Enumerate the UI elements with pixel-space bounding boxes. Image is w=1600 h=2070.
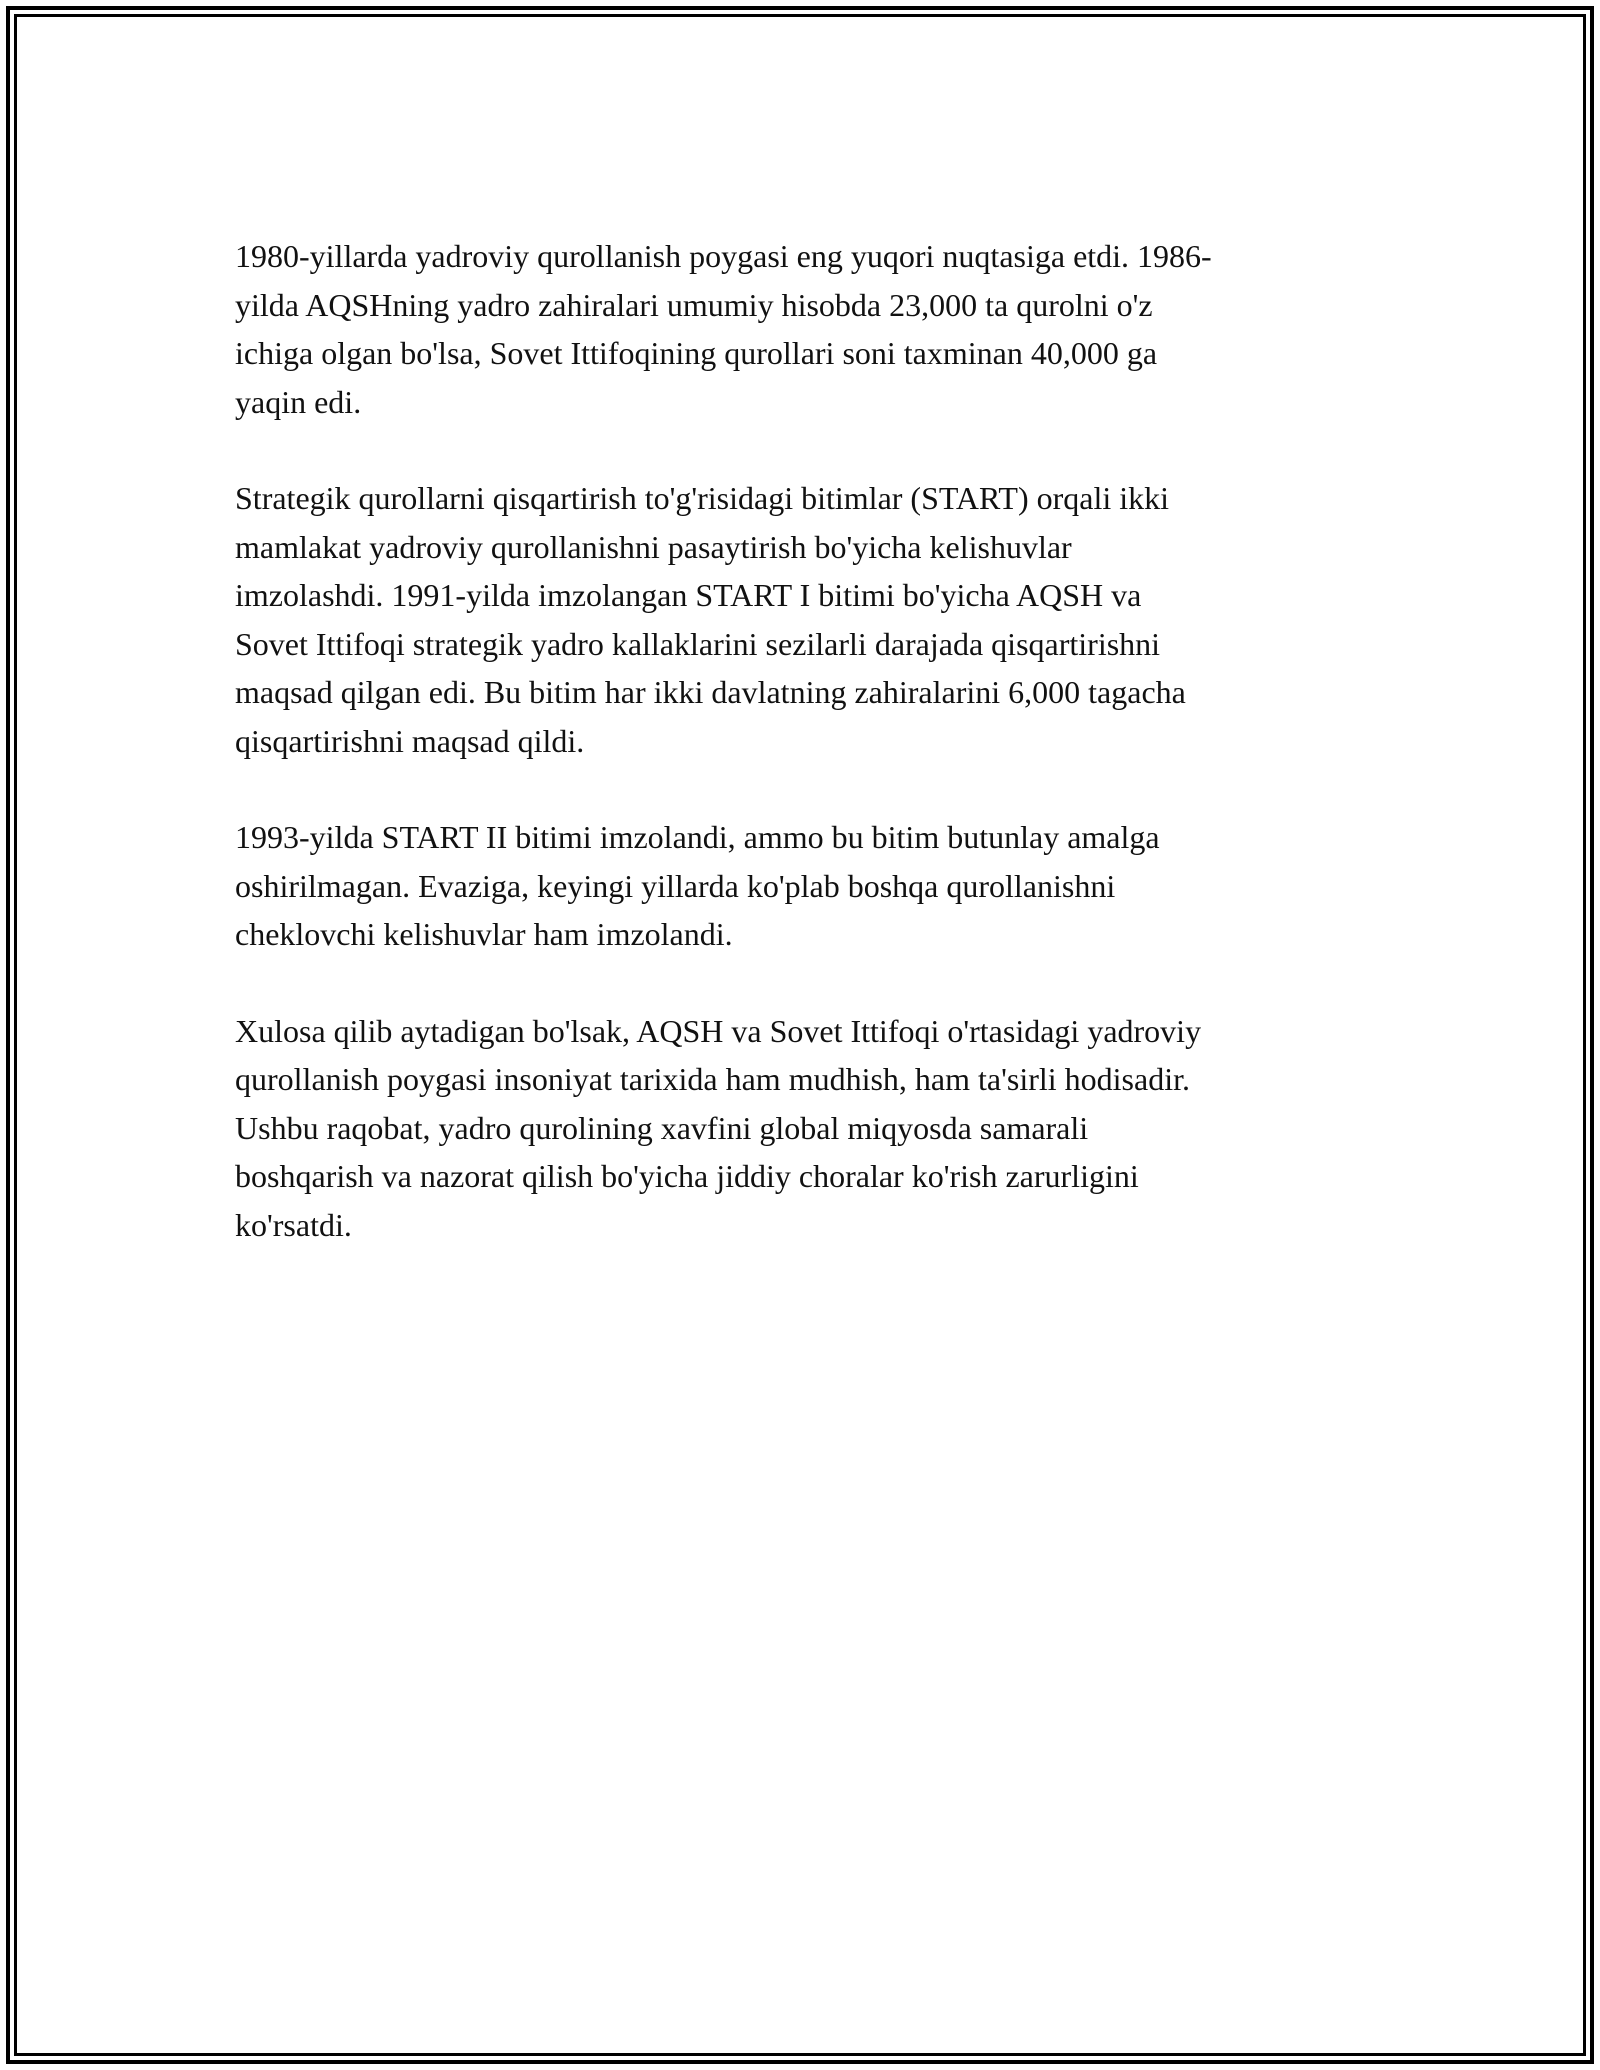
paragraph-conclusion: Xulosa qilib aytadigan bo'lsak, AQSH va Sovet Ittifoqi o'rtasidagi yadroviy qurollanish poygasi insoniyat tarixida ham mudhish, ham ta'sirli hodisadir. Ushbu raqobat, yadro qurolining xavfini global miqyosda samarali boshqarish va nazorat qilish bo'yicha jiddiy choralar ko'rish zarurligini ko'rsatdi.: [235, 1012, 1202, 1243]
paragraph-start-ii: 1993-yilda START II bitimi imzolandi, ammo bu bitim butunlay amalga oshirilmagan. Evaziga, keyingi yillarda ko'plab boshqa qurollanishni cheklovchi kelishuvlar ham imzolandi.: [235, 819, 1160, 952]
paragraph-arms-race-peak: 1980-yillarda yadroviy qurollanish poygasi eng yuqori nuqtasiga etdi. 1986- yilda AQSHning yadro zahiralari umumiy hisobda 23,000 ta qurolni o'z ichiga olgan bo'lsa, Sovet Ittifoqining qurollari soni taxminan 40,000 ga yaqin edi.: [235, 238, 1212, 420]
document-body: [235, 232, 1360, 1297]
paragraph-start-treaties: Strategik qurollarni qisqartirish to'g'risidagi bitimlar (START) orqali ikki mamlakat yadroviy qurollanishni pasaytirish bo'yicha kelishuvlar imzolashdi. 1991-yilda imzolangan START I bitimi bo'yicha AQSH va Sovet Ittifoqi strategik yadro kallaklarini sezilarli darajada qisqartirishni maqsad qilgan edi. Bu bitim har ikki davlatning zahiralarini 6,000 tagacha qisqartirishni maqsad qildi.: [235, 480, 1186, 759]
